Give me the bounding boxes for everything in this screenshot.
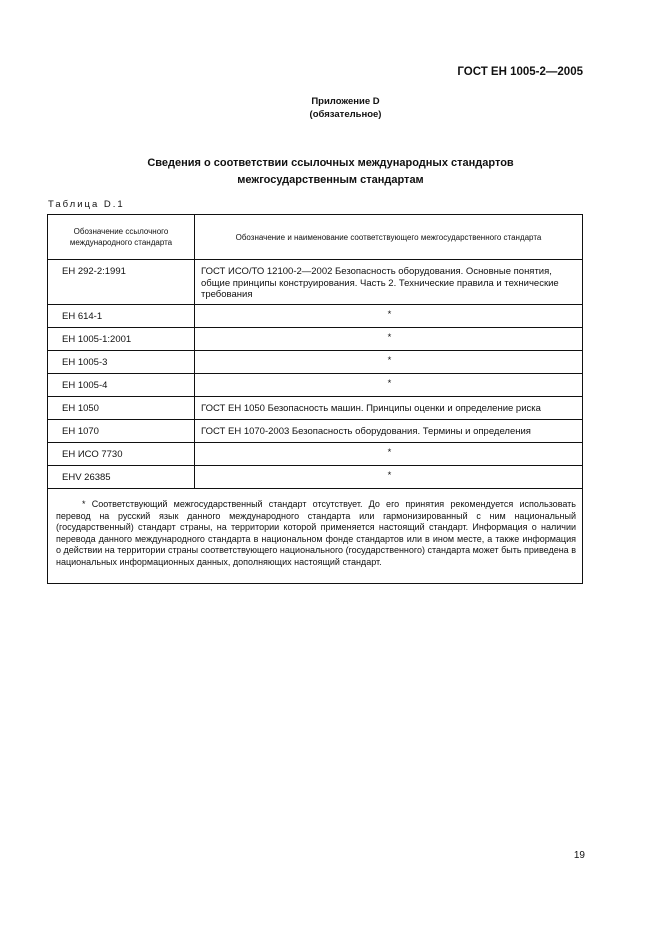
cell-ref: ЕН 614-1 <box>48 305 195 328</box>
table-row <box>48 351 583 374</box>
table-row <box>48 305 583 328</box>
cell-ref: ЕН 1005-4 <box>48 374 195 397</box>
cell-corr: ГОСТ ЕН 1050 Безопасность машин. Принципы оценки и определение риска <box>195 397 583 420</box>
correspondence-table <box>47 214 583 584</box>
cell-corr: ГОСТ ИСО/ТО 12100-2—2002 Безопасность оборудования. Основные понятия, общие принципы конструирования. Часть 2. Технические правила и технические требования <box>195 260 583 305</box>
cell-ref: ЕН 1070 <box>48 420 195 443</box>
cell-corr: * <box>195 443 583 466</box>
cell-ref: ЕН 1050 <box>48 397 195 420</box>
table-row <box>48 328 583 351</box>
cell-corr: * <box>195 466 583 489</box>
header-corresponding-standard: Обозначение и наименование соответствующего межгосударственного стандарта <box>195 215 583 260</box>
cell-ref: ЕН ИСО 7730 <box>48 443 195 466</box>
section-title-line2: межгосударственным стандартам <box>237 174 424 186</box>
table-footnote: * Соответствующий межгосударственный стандарт отсутствует. До его принятия рекомендуется использовать перевод на русский язык данного международного стандарта или гармонизированный с ним национальный (государственный) стандарт страны, на территории которой применяется настоящий стандарт. Информация о наличии перевода данного международного стандарта в национальном фонде стандартов или в ином месте, а также информация о действии на территории страны соответствующего национального (государственного) стандарта может быть приведена в национальных информационных данных, дополняющих настоящий стандарт. <box>56 499 576 567</box>
table-footnote-cell <box>48 489 583 584</box>
cell-ref: ЕН 1005-3 <box>48 351 195 374</box>
cell-corr: ГОСТ ЕН 1070-2003 Безопасность оборудования. Термины и определения <box>195 420 583 443</box>
correspondence-table-wrapper <box>47 214 583 584</box>
table-row <box>48 374 583 397</box>
cell-corr: * <box>195 374 583 397</box>
section-title-line1: Сведения о соответствии ссылочных международных стандартов <box>147 157 514 169</box>
table-row <box>48 420 583 443</box>
table-row <box>48 443 583 466</box>
cell-corr: * <box>195 328 583 351</box>
cell-corr: * <box>195 305 583 328</box>
cell-ref: ЕН 1005-1:2001 <box>48 328 195 351</box>
annex-status: (обязательное) <box>309 109 382 120</box>
cell-ref: ЕНV 26385 <box>48 466 195 489</box>
annex-heading <box>0 95 661 121</box>
table-row <box>48 466 583 489</box>
table-row <box>48 397 583 420</box>
table-header-row <box>48 215 583 260</box>
page-number: 19 <box>573 850 585 861</box>
table-row <box>48 260 583 305</box>
table-label: Таблица D.1 <box>48 199 125 210</box>
table-footnote-row <box>48 489 583 584</box>
cell-corr: * <box>195 351 583 374</box>
section-title <box>0 155 661 189</box>
document-code: ГОСТ ЕН 1005-2—2005 <box>457 66 583 78</box>
annex-title: Приложение D <box>311 96 380 107</box>
header-ref-standard: Обозначение ссылочного международного стандарта <box>48 215 195 260</box>
cell-ref: ЕН 292-2:1991 <box>48 260 195 305</box>
